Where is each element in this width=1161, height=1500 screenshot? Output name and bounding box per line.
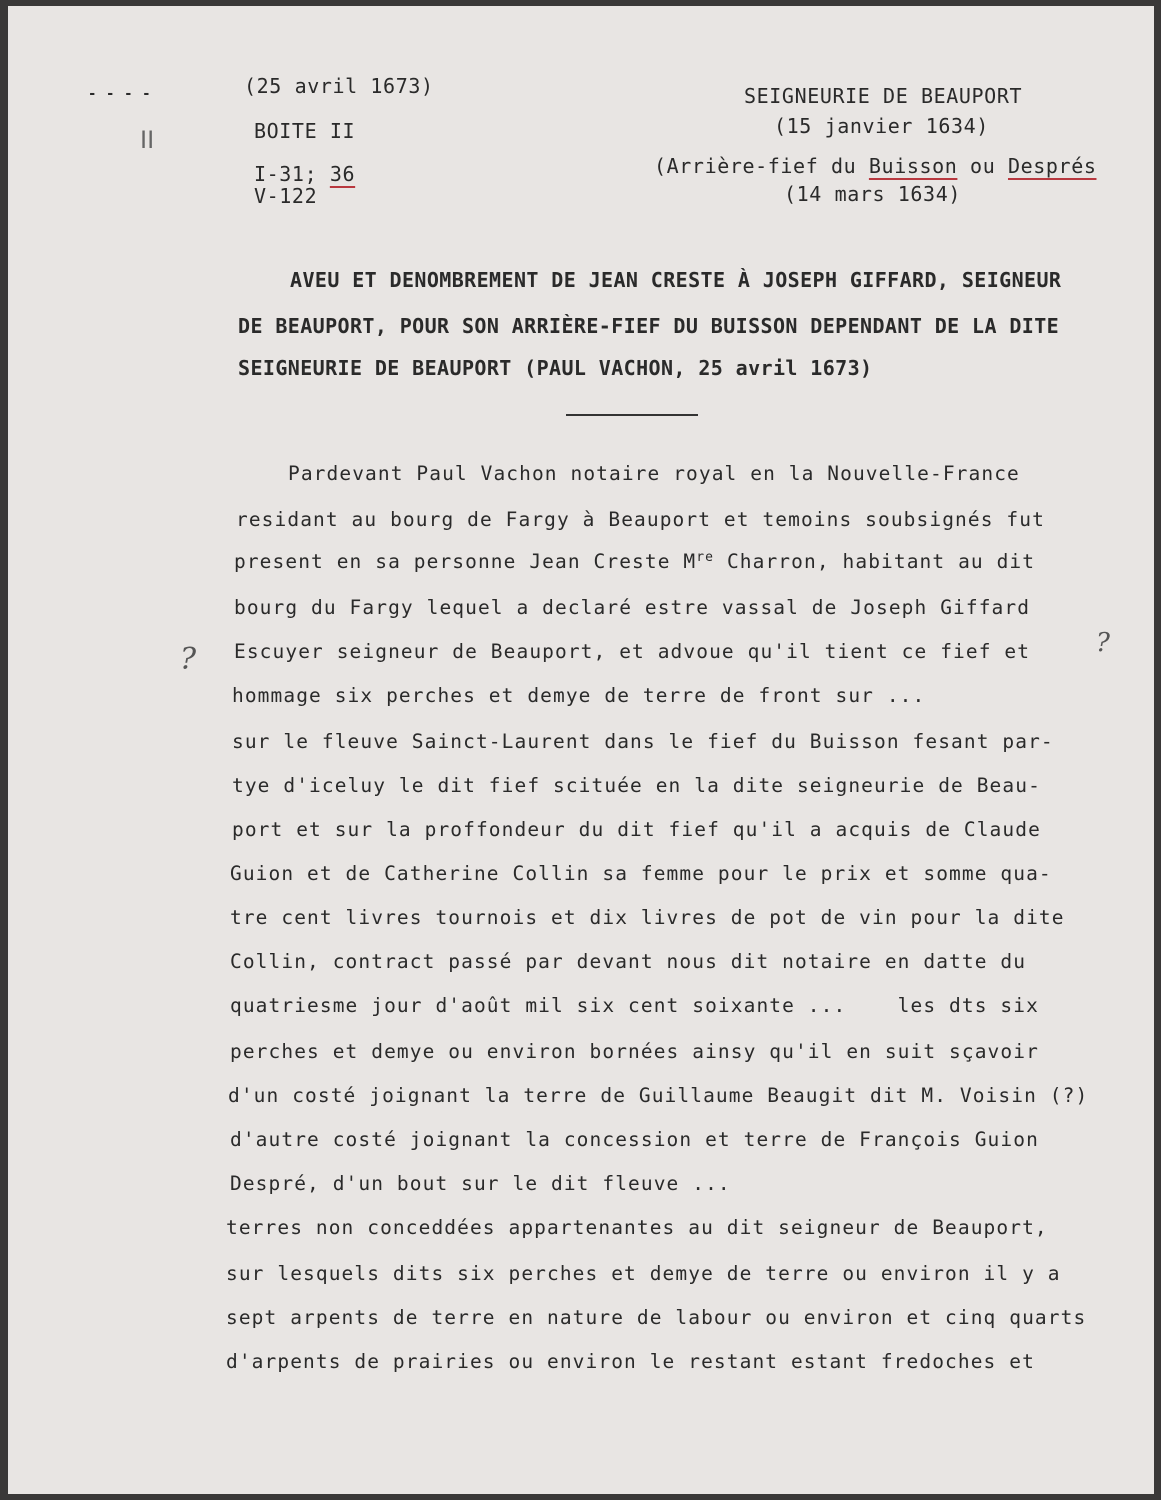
body-line: terres non conceddées appartenantes au dit seigneur de Beauport, [226,1216,1048,1239]
margin-question-left: ? [180,642,197,677]
body-line: Escuyer seigneur de Beauport, et advoue qu'il tient ce fief et [234,640,1031,663]
fief-name-buisson: Buisson [868,154,958,178]
fief-prefix: (Arrière-fief du [654,154,869,178]
body-line [234,550,1035,573]
fief-name-despres: Després [1007,154,1097,178]
body-line: tre cent livres tournois et dix livres de pot de vin pour la dite [230,906,1065,929]
body-superscript: re [696,550,715,565]
header-date1: (15 janvier 1634) [774,114,989,138]
document-page [8,6,1154,1494]
header-fief [654,154,1096,178]
body-text: present en sa personne Jean Creste M [234,550,697,573]
body-line: residant au bourg de Fargy à Beauport et temoins soubsignés fut [236,508,1045,531]
body-line: port et sur la proffondeur du dit fief qu'il a acquis de Claude [232,818,1041,841]
header-ref2: V-122 [254,184,318,208]
body-line: perches et demye ou environ bornées ainsy qu'il en suit sçavoir [230,1040,1039,1063]
fief-or: ou [957,154,1008,178]
body-line: d'un costé joignant la terre de Guillaume Beaugit dit M. Voisin (?) [228,1084,1089,1107]
title-line-2: DE BEAUPORT, POUR SON ARRIÈRE-FIEF DU BUISSON DEPENDANT DE LA DITE [238,314,1060,338]
body-line: Collin, contract passé par devant nous dit notaire en datte du [230,950,1027,973]
header-date: (25 avril 1673) [244,74,434,98]
ref1-prefix: I-31; [254,162,330,186]
margin-dashes: - - - - [88,86,152,102]
header-seigneurie: SEIGNEURIE DE BEAUPORT [744,84,1023,108]
body-line: Guion et de Catherine Collin sa femme pour le prix et somme qua- [230,862,1052,885]
ref1-underlined: 36 [329,162,356,186]
body-line: d'autre costé joignant la concession et terre de François Guion [230,1128,1039,1151]
title-line-1: AVEU ET DENOMBREMENT DE JEAN CRESTE À JOSEPH GIFFARD, SEIGNEUR [290,268,1062,292]
header-date2: (14 mars 1634) [784,182,961,206]
body-line: Pardevant Paul Vachon notaire royal en la Nouvelle-France [288,462,1020,485]
body-line: sept arpents de terre en nature de labour ou environ et cinq quarts [226,1306,1087,1329]
header-box: BOITE II [254,119,356,143]
body-line: sur le fleuve Sainct-Laurent dans le fief du Buisson fesant par- [232,730,1054,753]
header-ref1 [254,162,355,186]
margin-question-right: ? [1096,628,1110,658]
body-line: tye d'iceluy le dit fief scituée en la dite seigneurie de Beau- [232,774,1041,797]
title-divider [566,414,698,416]
body-line: bourg du Fargy lequel a declaré estre vassal de Joseph Giffard [234,596,1031,619]
body-line: d'arpents de prairies ou environ le restant estant fredoches et [226,1350,1035,1373]
body-line: Despré, d'un bout sur le dit fleuve ... [230,1172,731,1195]
body-line: hommage six perches et demye de terre de front sur ... [232,684,926,707]
body-text: Charron, habitant au dit [714,550,1036,573]
body-line: quatriesme jour d'août mil six cent soixante ... les dts six [230,994,1039,1017]
margin-tally: II [140,126,155,154]
body-line: sur lesquels dits six perches et demye de terre ou environ il y a [226,1262,1061,1285]
title-line-3: SEIGNEURIE DE BEAUPORT (PAUL VACHON, 25 avril 1673) [238,356,873,380]
